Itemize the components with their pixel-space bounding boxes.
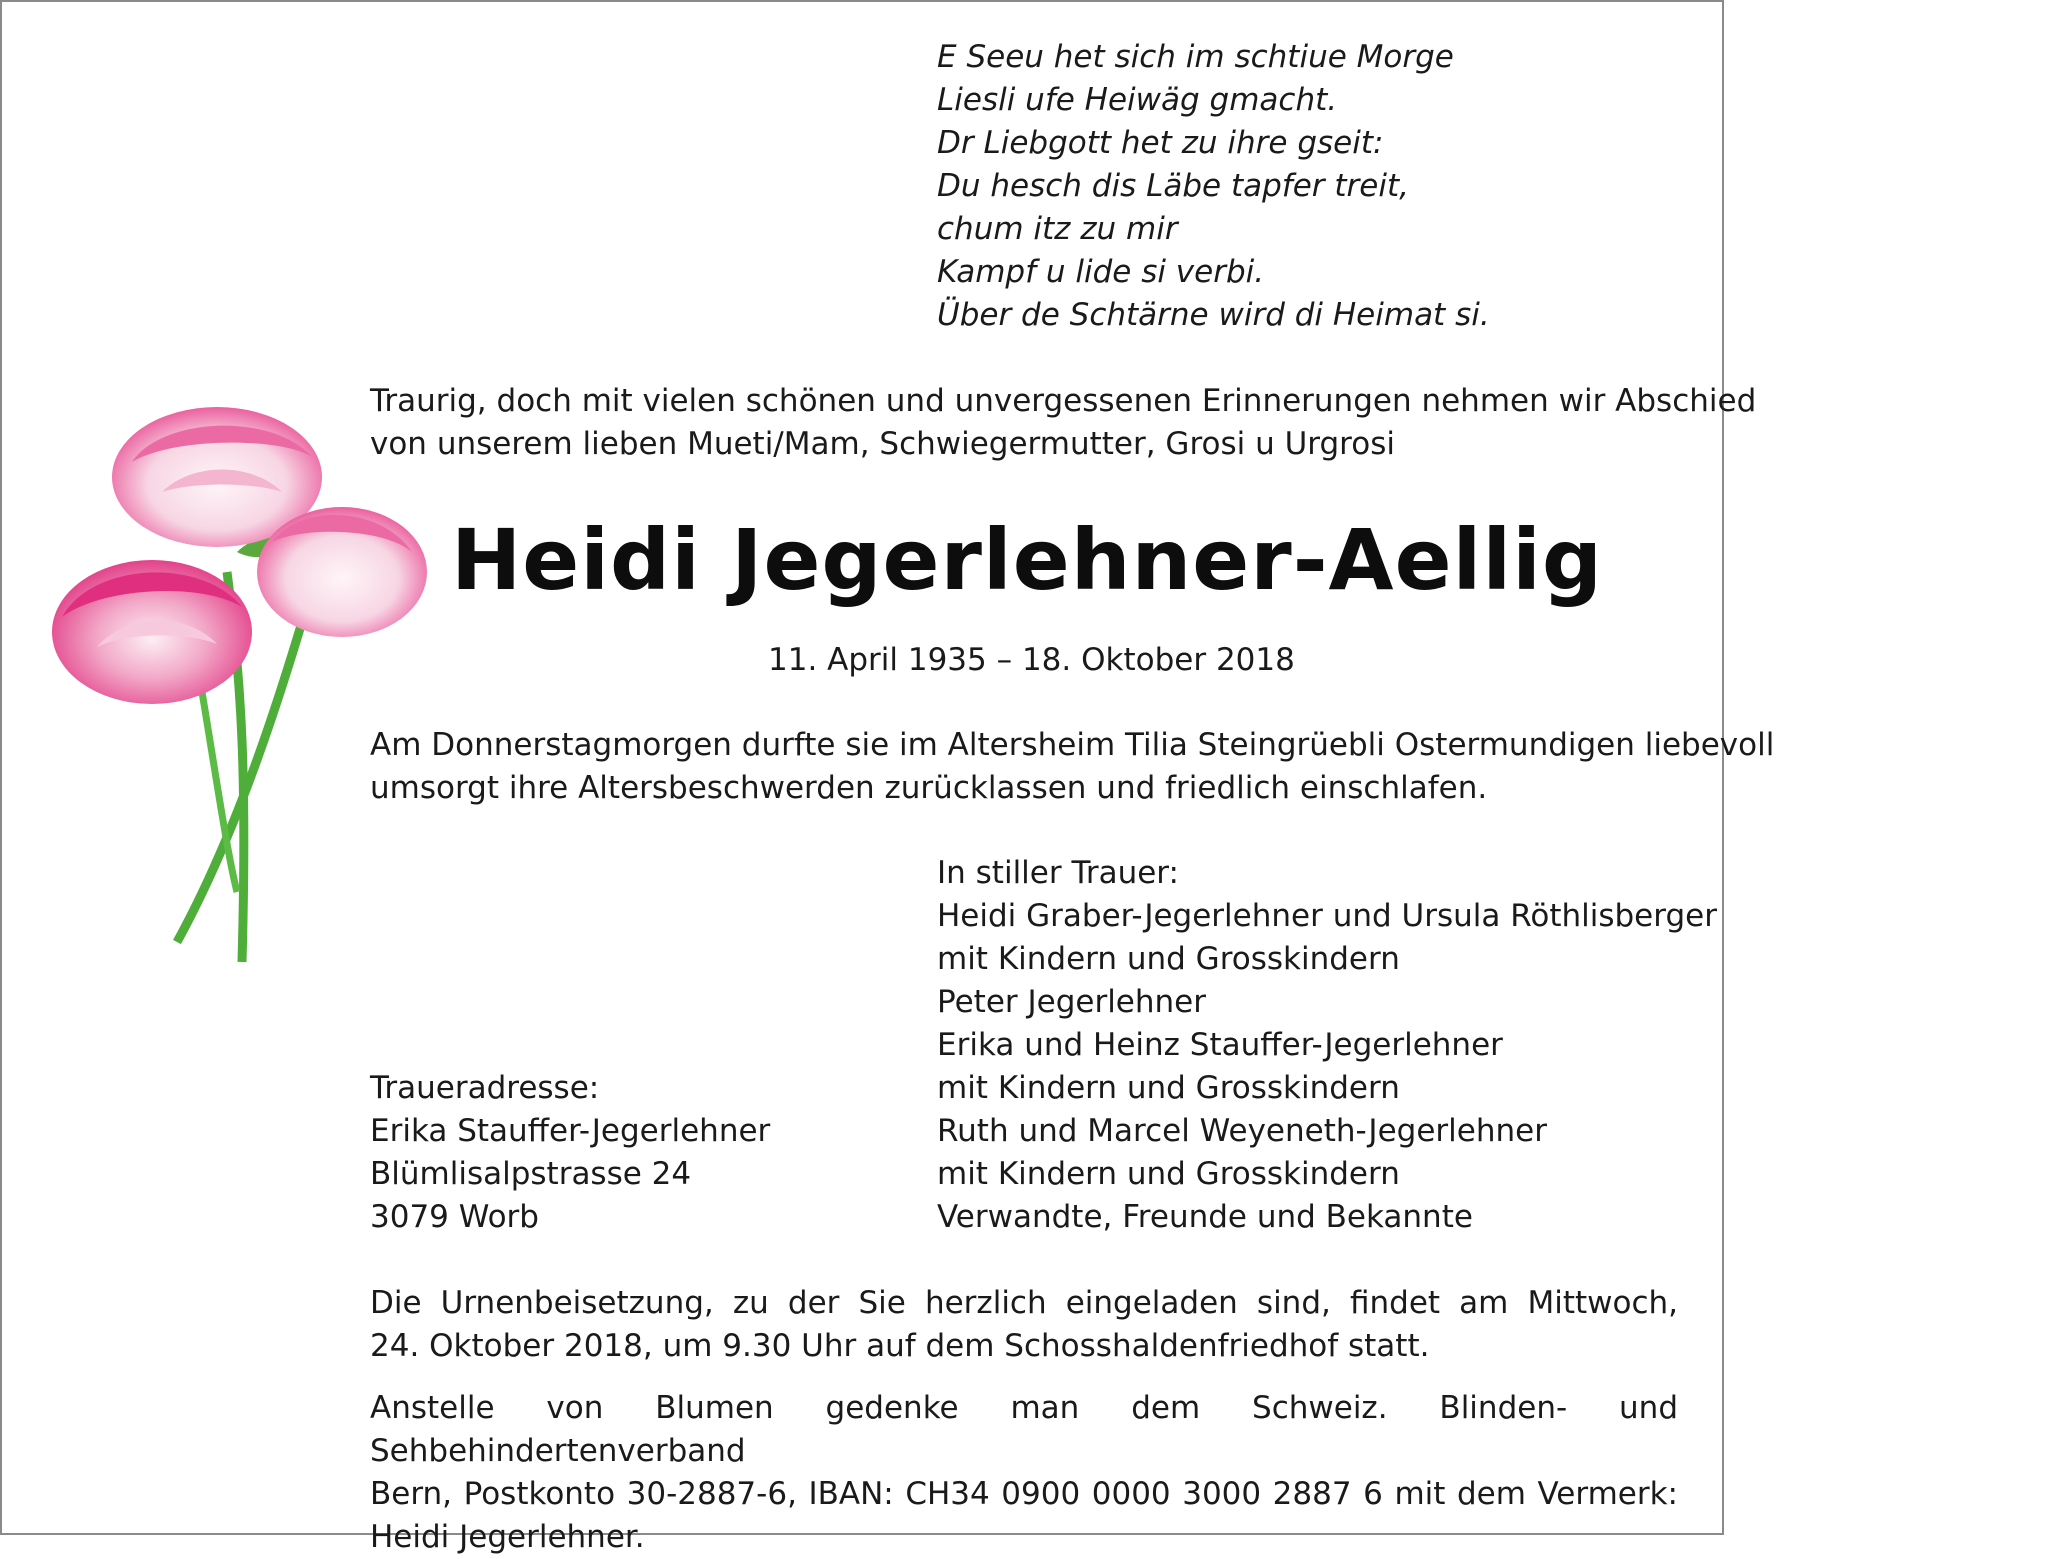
mourners-line: Heidi Graber-Jegerlehner und Ursula Röthlisberger bbox=[937, 898, 1717, 934]
passing-line: umsorgt ihre Altersbeschwerden zurücklassen und friedlich einschlafen. bbox=[370, 770, 1488, 806]
burial-line: Die Urnenbeisetzung, zu der Sie herzlich eingeladen sind, findet am Mittwoch, bbox=[370, 1285, 1678, 1321]
poem-line: Über de Schtärne wird di Heimat si. bbox=[937, 297, 1490, 333]
mourners-line: Ruth und Marcel Weyeneth-Jegerlehner bbox=[937, 1113, 1547, 1149]
address-line: Traueradresse: bbox=[370, 1070, 600, 1106]
poem-line: chum itz zu mir bbox=[937, 211, 1178, 247]
passing-line: Am Donnerstagmorgen durfte sie im Altersheim Tilia Steingrüebli Ostermundigen liebevoll bbox=[370, 727, 1775, 763]
donation-line: Anstelle von Blumen gedenke man dem Schweiz. Blinden- und Sehbehindertenverband bbox=[370, 1390, 1678, 1469]
poem-line: E Seeu het sich im schtiue Morge bbox=[937, 39, 1454, 75]
burial-notice bbox=[370, 1282, 1678, 1368]
mourners-line: Verwandte, Freunde und Bekannte bbox=[937, 1199, 1473, 1235]
burial-line: 24. Oktober 2018, um 9.30 Uhr auf dem Schosshaldenfriedhof statt. bbox=[370, 1328, 1430, 1364]
donation-notice bbox=[370, 1387, 1678, 1559]
mourners-line: mit Kindern und Grosskindern bbox=[937, 1070, 1400, 1106]
poem-line: Du hesch dis Läbe tapfer treit, bbox=[937, 168, 1409, 204]
address-line: 3079 Worb bbox=[370, 1199, 539, 1235]
mourning-address bbox=[370, 1067, 770, 1239]
address-line: Blümlisalpstrasse 24 bbox=[370, 1156, 692, 1192]
poem-line: Liesli ufe Heiwäg gmacht. bbox=[937, 82, 1338, 118]
roses-illustration bbox=[42, 422, 462, 982]
poem bbox=[937, 36, 1490, 337]
life-dates: 11. April 1935 – 18. Oktober 2018 bbox=[768, 642, 1295, 678]
intro-line: von unserem lieben Mueti/Mam, Schwiegermutter, Grosi u Urgrosi bbox=[370, 426, 1395, 462]
passing-text bbox=[370, 724, 1775, 810]
deceased-name: Heidi Jegerlehner-Aellig bbox=[450, 511, 1604, 609]
address-line: Erika Stauffer-Jegerlehner bbox=[370, 1113, 771, 1149]
poem-line: Dr Liebgott het zu ihre gseit: bbox=[937, 125, 1384, 161]
mourners-line: In stiller Trauer: bbox=[937, 855, 1179, 891]
mourners-line: mit Kindern und Grosskindern bbox=[937, 1156, 1400, 1192]
intro-line: Traurig, doch mit vielen schönen und unvergessenen Erinnerungen nehmen wir Abschied bbox=[370, 383, 1757, 419]
mourners-list bbox=[937, 852, 1717, 1239]
poem-line: Kampf u lide si verbi. bbox=[937, 254, 1265, 290]
mourners-line: mit Kindern und Grosskindern bbox=[937, 941, 1400, 977]
donation-line: Bern, Postkonto 30-2887-6, IBAN: CH34 0900 0000 3000 2887 6 mit dem Vermerk: bbox=[370, 1476, 1678, 1512]
intro-text bbox=[370, 380, 1757, 466]
mourners-line: Erika und Heinz Stauffer-Jegerlehner bbox=[937, 1027, 1503, 1063]
donation-line: Heidi Jegerlehner. bbox=[370, 1519, 645, 1555]
mourners-line: Peter Jegerlehner bbox=[937, 984, 1206, 1020]
